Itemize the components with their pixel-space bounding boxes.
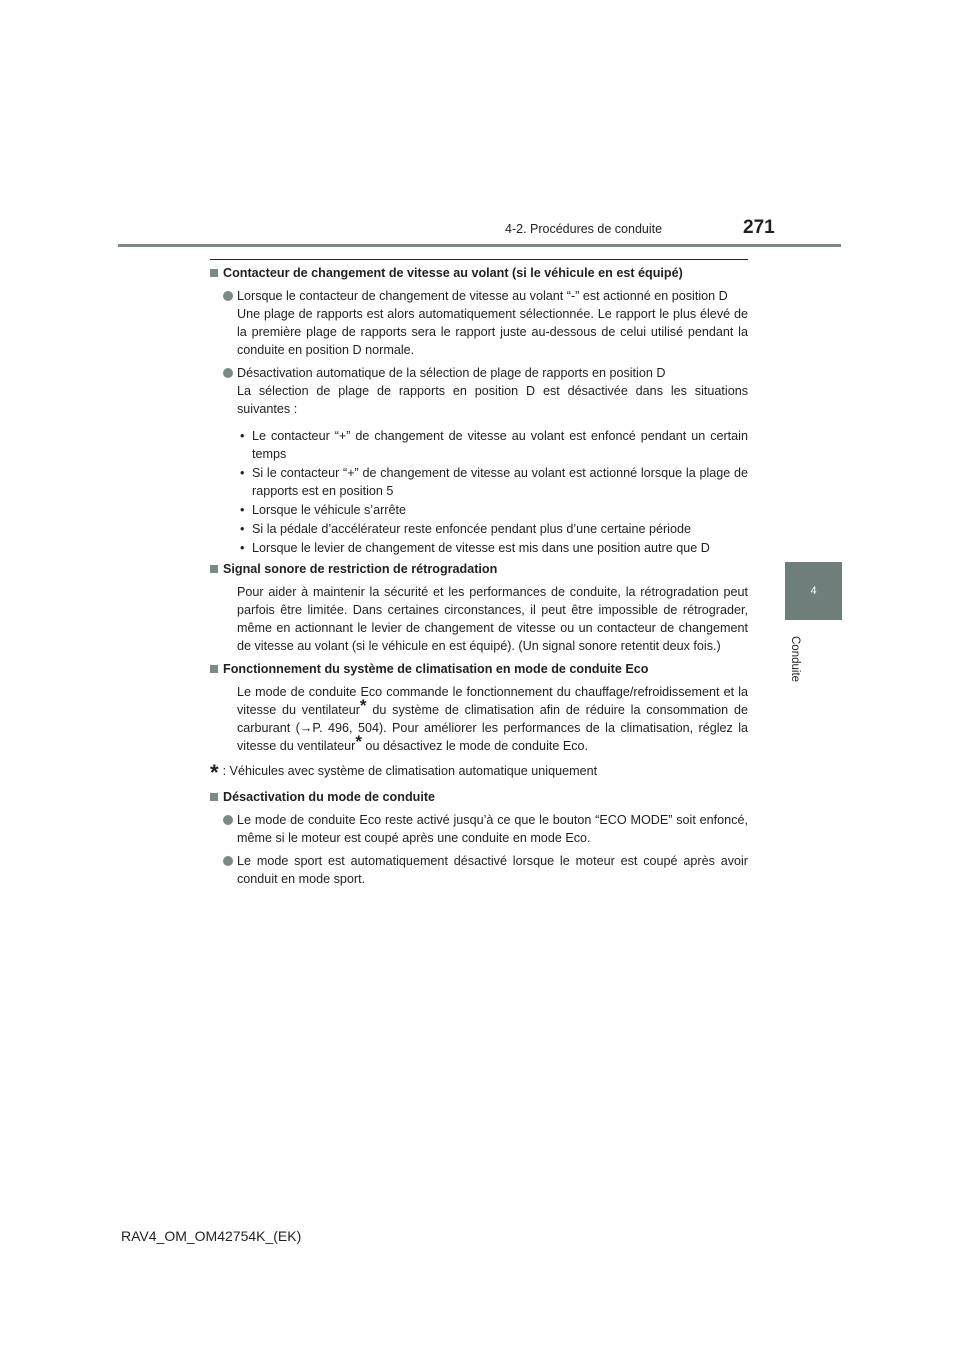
sub-list-item: • Lorsque le véhicule s’arrête bbox=[240, 503, 407, 517]
bullet-text: Une plage de rapports est alors automatiquement sélectionnée. Le rapport le plus élevé de la première plage de rapports sera le rapport juste au-dessous de celui utilisé pendant la conduite en position D normale. bbox=[237, 307, 748, 357]
section-heading-eco-climate bbox=[210, 660, 748, 678]
bullet-text: Le mode de conduite Eco reste activé jusqu’à ce que le bouton “ECO MODE” soit enfoncé, même si le moteur est coupé après une conduite en mode Eco. bbox=[237, 813, 748, 845]
sub-list-item: • Le contacteur “+” de changement de vitesse au volant est enfoncé pendant un certain temps bbox=[240, 429, 748, 461]
circle-bullet-icon bbox=[223, 368, 233, 378]
chapter-number: 4 bbox=[810, 585, 817, 597]
middle-dot-icon: • bbox=[240, 503, 245, 517]
sub-list-item: • Si la pédale d’accélérateur reste enfoncée pendant plus d’une certaine période bbox=[240, 522, 691, 536]
section-heading-mode-cancel bbox=[210, 788, 748, 806]
middle-dot-icon: • bbox=[240, 541, 245, 555]
square-bullet-icon bbox=[210, 565, 218, 573]
circle-bullet-icon bbox=[223, 815, 233, 825]
sub-list-item: • Lorsque le levier de changement de vitesse est mis dans une position autre que D bbox=[240, 541, 710, 555]
bullet-text: Le mode sport est automatiquement désactivé lorsque le moteur est coupé après avoir conduit en mode sport. bbox=[237, 854, 748, 886]
sub-list-item: • Si le contacteur “+” de changement de vitesse au volant est actionné lorsque la plage de rapports est en position 5 bbox=[240, 466, 748, 498]
square-bullet-icon bbox=[210, 793, 218, 801]
bullet-lead: Désactivation automatique de la sélection de plage de rapports en position D bbox=[237, 366, 666, 380]
list-item bbox=[210, 364, 748, 418]
circle-bullet-icon bbox=[223, 291, 233, 301]
footnote bbox=[210, 760, 748, 785]
page-content bbox=[210, 264, 748, 893]
section-heading-downshift-buzzer bbox=[210, 560, 748, 578]
asterisk-footnote-marker: * bbox=[355, 732, 362, 751]
chapter-title: Conduite bbox=[789, 635, 801, 683]
middle-dot-icon: • bbox=[240, 429, 245, 443]
list-item bbox=[210, 811, 748, 847]
arrow-icon: → bbox=[299, 721, 313, 735]
square-bullet-icon bbox=[210, 665, 218, 673]
section-heading-paddle-shift bbox=[210, 264, 748, 282]
content-top-rule bbox=[210, 259, 748, 260]
header-rule bbox=[118, 244, 841, 247]
section-body: Le mode de conduite Eco commande le fonctionnement du chauffage/refroidissement et la vitesse du ventilateur* du système de climatisation afin de réduire la consommation de carburant (→P. 496, 504). Pour améliorer les performances de la climatisation, réglez la vitesse du ventilateur* ou désactivez le mode de conduite Eco. bbox=[237, 685, 748, 753]
running-header-section: 4-2. Procédures de conduite bbox=[505, 222, 663, 236]
page-number: 271 bbox=[743, 217, 775, 238]
list-item bbox=[210, 852, 748, 888]
square-bullet-icon bbox=[210, 269, 218, 277]
chapter-label bbox=[775, 632, 815, 686]
asterisk-footnote-marker: * bbox=[359, 696, 367, 715]
footnote-text: : Véhicules avec système de climatisation automatique uniquement bbox=[222, 764, 598, 778]
middle-dot-icon: • bbox=[240, 522, 245, 536]
circle-bullet-icon bbox=[223, 856, 233, 866]
sub-list bbox=[210, 427, 748, 557]
section-title: Contacteur de changement de vitesse au volant (si le véhicule en est équipé) bbox=[223, 266, 683, 280]
middle-dot-icon: • bbox=[240, 466, 245, 480]
bullet-lead: Lorsque le contacteur de changement de vitesse au volant “-” est actionné en position D bbox=[237, 289, 728, 303]
bullet-text: La sélection de plage de rapports en position D est désactivée dans les situations suivantes : bbox=[237, 384, 748, 416]
section-body: Pour aider à maintenir la sécurité et les performances de conduite, la rétrogradation peut parfois être limitée. Dans certaines circonstances, il peut être impossible de rétrograder, même en actionnant le levier de changement de vitesse ou un contacteur de changement de vitesse au volant (si le véhicule en est équipé). (Un signal sonore retentit deux fois.) bbox=[237, 585, 748, 653]
manual-code: RAV4_OM_OM42754K_(EK) bbox=[121, 1228, 302, 1244]
asterisk-icon: * bbox=[210, 760, 219, 785]
chapter-tab[interactable] bbox=[785, 562, 842, 620]
list-item bbox=[210, 287, 748, 359]
section-title: Signal sonore de restriction de rétrogradation bbox=[223, 562, 498, 576]
section-title: Fonctionnement du système de climatisation en mode de conduite Eco bbox=[223, 662, 649, 676]
section-title: Désactivation du mode de conduite bbox=[223, 790, 436, 804]
